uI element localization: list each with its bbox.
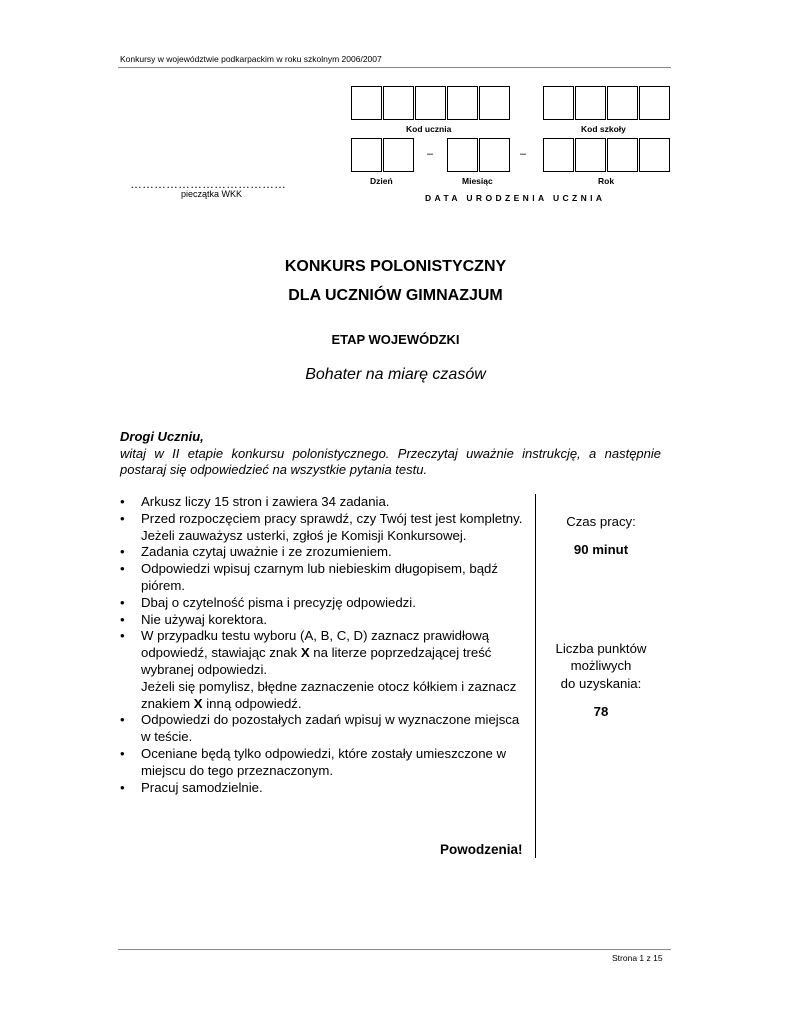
- bullet-icon: •: [120, 594, 125, 610]
- mark-x: X: [300, 645, 310, 661]
- day-boxes[interactable]: [351, 138, 415, 172]
- student-code-boxes[interactable]: [351, 86, 511, 120]
- student-code-label: Kod ucznia: [406, 124, 452, 134]
- points-label: Liczba punktów: [555, 641, 647, 656]
- instruction-text: Odpowiedzi wpisuj czarnym lub niebieskim długopisem, bądź piórem.: [141, 561, 498, 593]
- code-box[interactable]: [415, 86, 446, 120]
- instruction-text: Przed rozpoczęciem pracy sprawdź, czy Twój test jest kompletny. Jeżeli zauważysz usterki, zgłoś je Komisji Konkursowej.: [141, 510, 523, 543]
- instruction-text: na literze poprzedzającej treść wybranej odpowiedzi.: [141, 645, 492, 677]
- code-box[interactable]: [479, 86, 510, 120]
- header-divider: [118, 67, 671, 68]
- date-dash: –: [520, 148, 527, 160]
- instruction-item: [120, 780, 532, 797]
- month-label: Miesiąc: [462, 176, 493, 186]
- contest-audience: DLA UCZNIÓW GIMNAZJUM: [288, 287, 503, 304]
- time-value: 90 minut: [573, 542, 629, 557]
- date-dash: –: [427, 148, 434, 160]
- instruction-item: [120, 612, 532, 629]
- day-box[interactable]: [383, 138, 414, 172]
- instruction-text: Nie używaj korektora.: [141, 611, 268, 627]
- school-code-boxes[interactable]: [543, 86, 671, 120]
- school-code-label: Kod szkoły: [581, 124, 626, 134]
- year-label: Rok: [598, 176, 615, 186]
- bullet-icon: •: [120, 628, 125, 644]
- points-label: możliwych: [570, 658, 632, 673]
- points-label: do uzyskania:: [560, 676, 642, 691]
- year-box[interactable]: [543, 138, 574, 172]
- instruction-text: Dbaj o czytelność pisma i precyzję odpowiedzi.: [141, 594, 416, 610]
- contest-stage: ETAP WOJEWÓDZKI: [331, 332, 460, 347]
- instruction-text: W przypadku testu wyboru (A, B, C, D) zaznacz prawidłową odpowiedź, stawiając znak: [141, 628, 490, 661]
- page-header: Konkursy w województwie podkarpackim w roku szkolnym 2006/2007: [120, 54, 382, 64]
- code-box[interactable]: [351, 86, 382, 120]
- date-of-birth-label: DATA URODZENIA UCZNIA: [425, 193, 606, 203]
- instruction-item: [120, 628, 532, 712]
- instruction-text: Oceniane będą tylko odpowiedzi, które zostały umieszczone w miejscu do tego przeznaczonym.: [141, 745, 507, 778]
- instruction-text: Arkusz liczy 15 stron i zawiera 34 zadania.: [141, 494, 390, 509]
- greeting: Drogi Uczniu,: [120, 429, 204, 444]
- instruction-item: [120, 511, 532, 545]
- bullet-icon: •: [120, 510, 125, 526]
- intro-text: witaj w II etapie konkursu polonistycznego. Przeczytaj uważnie instrukcję, a następnie postaraj się odpowiedzieć na wszystkie pytania testu.: [120, 446, 661, 477]
- code-box[interactable]: [607, 86, 638, 120]
- day-box[interactable]: [351, 138, 382, 172]
- year-box[interactable]: [639, 138, 670, 172]
- code-box[interactable]: [639, 86, 670, 120]
- instruction-item: [120, 544, 532, 561]
- code-box[interactable]: [383, 86, 414, 120]
- bullet-icon: •: [120, 611, 125, 627]
- year-box[interactable]: [607, 138, 638, 172]
- points-value: 78: [593, 704, 609, 719]
- year-box[interactable]: [575, 138, 606, 172]
- contest-title: KONKURS POLONISTYCZNY: [284, 258, 507, 275]
- bullet-icon: •: [120, 779, 125, 795]
- month-box[interactable]: [479, 138, 510, 172]
- instruction-text: Pracuj samodzielnie.: [141, 779, 263, 795]
- stamp-line: …………………………………: [130, 177, 286, 191]
- bullet-icon: •: [120, 544, 125, 560]
- contest-theme: Bohater na miarę czasów: [305, 366, 486, 383]
- instruction-item: [120, 595, 532, 612]
- instruction-item: [120, 561, 532, 595]
- instruction-text: Zadania czytaj uważnie i ze zrozumieniem.: [141, 544, 392, 560]
- bullet-icon: •: [120, 494, 125, 509]
- bullet-icon: •: [120, 712, 125, 728]
- code-box[interactable]: [447, 86, 478, 120]
- instruction-item: [120, 746, 532, 780]
- instruction-item: [120, 494, 532, 511]
- month-box[interactable]: [447, 138, 478, 172]
- page-number: Strona 1 z 15: [612, 953, 663, 963]
- footer-divider: [118, 949, 671, 950]
- year-boxes[interactable]: [543, 138, 671, 172]
- instruction-item: [120, 712, 532, 746]
- code-box[interactable]: [575, 86, 606, 120]
- day-label: Dzień: [370, 176, 393, 186]
- mark-x: X: [193, 695, 203, 711]
- bullet-icon: •: [120, 561, 125, 577]
- instruction-text: Jeżeli się pomylisz, błędne zaznaczenie otocz kółkiem i zaznacz znakiem: [141, 678, 517, 711]
- code-box[interactable]: [543, 86, 574, 120]
- instruction-text: Odpowiedzi do pozostałych zadań wpisuj w wyznaczone miejsca w teście.: [141, 712, 520, 745]
- bullet-icon: •: [120, 745, 125, 761]
- stamp-label: pieczątka WKK: [181, 189, 243, 199]
- instructions-list: [120, 494, 532, 796]
- time-label: Czas pracy:: [566, 514, 636, 529]
- column-divider: [535, 494, 536, 858]
- instruction-text: inną odpowiedź.: [202, 695, 302, 711]
- closing-text: Powodzenia!: [440, 842, 523, 857]
- month-boxes[interactable]: [447, 138, 511, 172]
